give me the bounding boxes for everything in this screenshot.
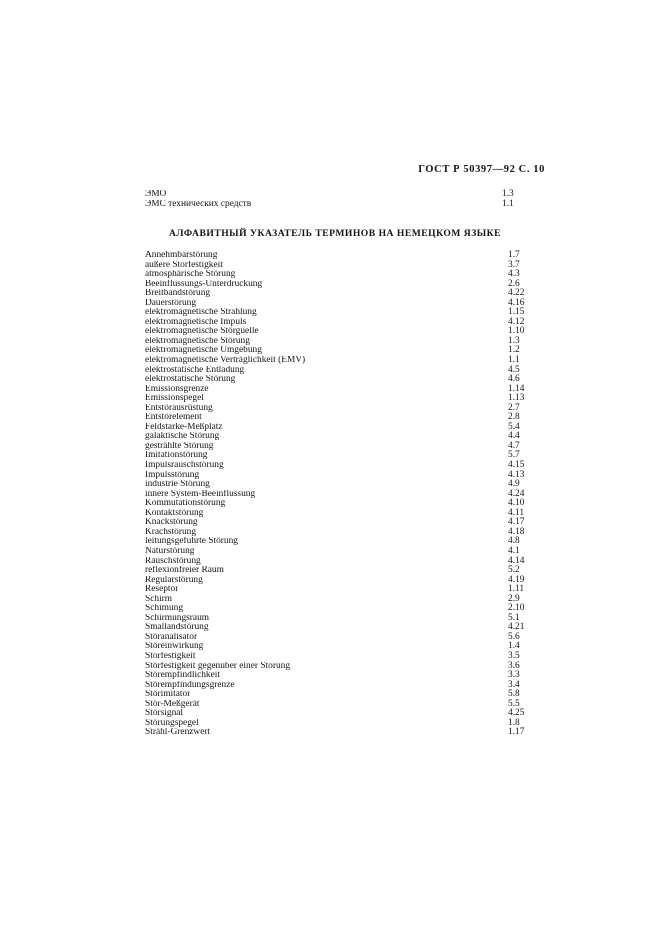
- term-text: Störimitator: [145, 690, 191, 700]
- term-reference-number: 4.21: [508, 622, 525, 633]
- index-entry: [145, 652, 528, 662]
- term-reference-number: 1.2: [508, 345, 520, 356]
- term-reference-number: 1.7: [508, 250, 520, 260]
- term-reference-number: 1.1: [502, 198, 514, 209]
- term-index-list: [145, 251, 528, 738]
- term-text: Störeinwirkung: [145, 642, 204, 652]
- term-reference-number: 5.8: [508, 689, 520, 700]
- term-reference-number: 3.3: [508, 670, 520, 681]
- term-text: außere Storfestigkeit: [145, 260, 223, 270]
- index-entry: [145, 413, 528, 423]
- index-entry: [145, 337, 528, 347]
- index-entry: [145, 471, 528, 481]
- term-reference-number: 5.4: [508, 421, 520, 432]
- term-reference-number: 4.14: [508, 555, 525, 566]
- term-text: industrie Störung: [145, 480, 210, 490]
- index-entry: [145, 261, 528, 271]
- term-reference-number: 1.17: [508, 727, 525, 738]
- index-entry: [145, 480, 528, 490]
- index-entry: [145, 614, 528, 624]
- term-text: Feldstarke-Meßplatz: [145, 422, 223, 432]
- term-text: Störempfindlichkeit: [145, 671, 220, 681]
- index-entry: [145, 604, 528, 614]
- index-entry: [145, 728, 528, 738]
- term-text: elektrostatische Entladung: [145, 365, 245, 375]
- term-reference-number: 1.13: [508, 393, 525, 404]
- term-text: elektromagnetische Störung: [145, 336, 250, 346]
- term-text: elektrostatische Störung: [145, 375, 236, 385]
- term-reference-number: 5.6: [508, 631, 520, 642]
- term-text: elektromagnetische Strahlung: [145, 308, 257, 318]
- page-header: ГОСТ Р 50397—92 С. 10: [418, 164, 545, 175]
- term-reference-number: 4.11: [508, 507, 525, 518]
- index-entry: [145, 404, 528, 414]
- term-reference-number: 5.5: [508, 698, 520, 709]
- term-reference-number: 4.22: [508, 288, 525, 299]
- index-entry: [145, 200, 522, 210]
- term-reference-number: 4.12: [508, 316, 525, 327]
- term-reference-number: 1.3: [502, 189, 514, 199]
- index-entry: [145, 499, 528, 509]
- index-entry: [145, 289, 528, 299]
- term-text: Dauerstörung: [145, 298, 197, 308]
- index-entry: [145, 557, 528, 567]
- term-text: Schimung: [145, 604, 184, 614]
- term-text: leitungsgefuhrte Störung: [145, 537, 238, 547]
- term-text: elektromagnetische Umgebung: [145, 346, 262, 356]
- term-reference-number: 1.11: [508, 584, 525, 595]
- term-text: elektromagnetische Verträglichkeit (EMV): [145, 356, 306, 366]
- index-entry: [145, 709, 528, 719]
- term-text: Reseptor: [145, 585, 179, 595]
- term-reference-number: 4.24: [508, 488, 525, 499]
- term-text: Schirm: [145, 594, 173, 604]
- term-text: Störsignal: [145, 709, 184, 719]
- index-entry: [145, 642, 528, 652]
- term-text: Beeinflussungs-Unterdruckung: [145, 279, 263, 289]
- index-entry: [145, 346, 528, 356]
- index-entry: [145, 633, 528, 643]
- term-reference-number: 4.3: [508, 269, 520, 280]
- index-entry: [145, 585, 528, 595]
- index-entry: [145, 623, 528, 633]
- index-entry: [145, 719, 528, 729]
- term-reference-number: 4.10: [508, 498, 525, 509]
- term-text: gestrählte Störung: [145, 441, 214, 451]
- term-reference-number: 5.2: [508, 565, 520, 576]
- index-entry: [145, 547, 528, 557]
- index-entry: [145, 318, 528, 328]
- term-reference-number: 4.6: [508, 374, 520, 385]
- term-text: elektromagnetische Impuls: [145, 317, 247, 327]
- index-entry: [145, 690, 528, 700]
- term-text: Storfestigkeit: [145, 651, 196, 661]
- index-entry: [145, 662, 528, 672]
- term-text: atmosphärische Störung: [145, 270, 236, 280]
- term-reference-number: 3.7: [508, 259, 520, 270]
- term-text: Imitationstörung: [145, 451, 208, 461]
- term-text: Knackstörung: [145, 518, 198, 528]
- term-reference-number: 2.7: [508, 402, 520, 413]
- term-text: Emissionsgrenze: [145, 384, 209, 394]
- term-reference-number: 4.15: [508, 460, 525, 471]
- term-reference-number: 1.14: [508, 383, 525, 394]
- index-entry: [145, 509, 528, 519]
- term-text: ЭМС технических средств: [145, 199, 252, 209]
- term-text: Emissionspegel: [145, 394, 204, 404]
- index-entry: [145, 576, 528, 586]
- term-text: Störempfindungsgrenze: [145, 680, 235, 690]
- term-text: Schirmungsraum: [145, 613, 210, 623]
- term-text: Krachstörung: [145, 527, 197, 537]
- term-text: Störfestigkeit gegenuber einer Storung: [145, 661, 291, 671]
- index-entry: [145, 327, 528, 337]
- term-reference-number: 3.5: [508, 650, 520, 661]
- index-entry: [145, 280, 528, 290]
- term-reference-number: 4.1: [508, 545, 520, 556]
- term-text: Annehmbarstörung: [145, 251, 218, 260]
- term-text: Breitbandstörung: [145, 289, 211, 299]
- index-entry: [145, 366, 528, 376]
- term-reference-number: 4.17: [508, 517, 525, 528]
- term-text: Regularstörung: [145, 575, 203, 585]
- index-entry: [145, 308, 528, 318]
- index-entry: [145, 385, 528, 395]
- term-text: Rauschstörung: [145, 556, 201, 566]
- index-entry: [145, 518, 528, 528]
- continued-entries: [145, 190, 522, 209]
- term-text: Smallandstörung: [145, 623, 209, 633]
- term-text: reflexionfreier Raum: [145, 566, 224, 576]
- index-entry: [145, 451, 528, 461]
- term-reference-number: 1.15: [508, 307, 525, 318]
- term-reference-number: 4.5: [508, 364, 520, 375]
- index-entry: [145, 375, 528, 385]
- term-text: elektromagnetische Störguelle: [145, 327, 259, 337]
- term-reference-number: 4.9: [508, 479, 520, 490]
- term-reference-number: 2.6: [508, 278, 520, 289]
- term-reference-number: 3.4: [508, 679, 520, 690]
- index-entry: [145, 190, 522, 200]
- term-reference-number: 4.8: [508, 536, 520, 547]
- index-entry: [145, 432, 528, 442]
- term-reference-number: 5.7: [508, 450, 520, 461]
- term-text: Impulsstörung: [145, 470, 200, 480]
- section-title: АЛФАВИТНЫЙ УКАЗАТЕЛЬ ТЕРМИНОВ НА НЕМЕЦКОМ ЯЗЫКЕ: [168, 228, 502, 239]
- term-text: innere System-Beeinflussung: [145, 489, 256, 499]
- term-reference-number: 1.8: [508, 717, 520, 728]
- index-entry: [145, 528, 528, 538]
- term-text: Entstörausrüstung: [145, 403, 213, 413]
- term-reference-number: 1.1: [508, 355, 520, 366]
- term-reference-number: 1.3: [508, 335, 520, 346]
- index-entry: [145, 270, 528, 280]
- index-entry: [145, 490, 528, 500]
- index-entry: [145, 671, 528, 681]
- term-text: Strähl-Grenzwert: [145, 728, 211, 738]
- term-text: Kontaktstörung: [145, 508, 204, 518]
- term-reference-number: 4.25: [508, 708, 525, 719]
- term-reference-number: 1.4: [508, 641, 520, 652]
- term-reference-number: 5.1: [508, 612, 520, 623]
- index-entry: [145, 595, 528, 605]
- index-entry: [145, 423, 528, 433]
- term-reference-number: 4.18: [508, 526, 525, 537]
- term-reference-number: 2.8: [508, 412, 520, 423]
- term-reference-number: 1.10: [508, 326, 525, 337]
- index-entry: [145, 442, 528, 452]
- term-text: Entstörelement: [145, 413, 202, 423]
- index-entry: [145, 356, 528, 366]
- term-reference-number: 2.10: [508, 603, 525, 614]
- term-reference-number: 4.13: [508, 469, 525, 480]
- term-reference-number: 3.6: [508, 660, 520, 671]
- term-text: galaktische Störung: [145, 432, 220, 442]
- index-entry: [145, 299, 528, 309]
- index-entry: [145, 537, 528, 547]
- term-text: ЭМО: [145, 190, 167, 199]
- index-entry: [145, 394, 528, 404]
- index-entry: [145, 566, 528, 576]
- term-text: Naturstörung: [145, 546, 195, 556]
- term-reference-number: 4.16: [508, 297, 525, 308]
- term-text: Stör-Meßgerät: [145, 699, 200, 709]
- term-reference-number: 4.19: [508, 574, 525, 585]
- term-text: Impulsrauschstörung: [145, 461, 224, 471]
- term-reference-number: 2.9: [508, 593, 520, 604]
- index-entry: [145, 461, 528, 471]
- term-text: Störungspegel: [145, 718, 199, 728]
- index-entry: [145, 251, 528, 261]
- index-entry: [145, 700, 528, 710]
- term-reference-number: 4.7: [508, 440, 520, 451]
- index-entry: [145, 681, 528, 691]
- term-text: Kommutationstörung: [145, 499, 226, 509]
- term-reference-number: 4.4: [508, 431, 520, 442]
- term-text: Störanalisator: [145, 632, 198, 642]
